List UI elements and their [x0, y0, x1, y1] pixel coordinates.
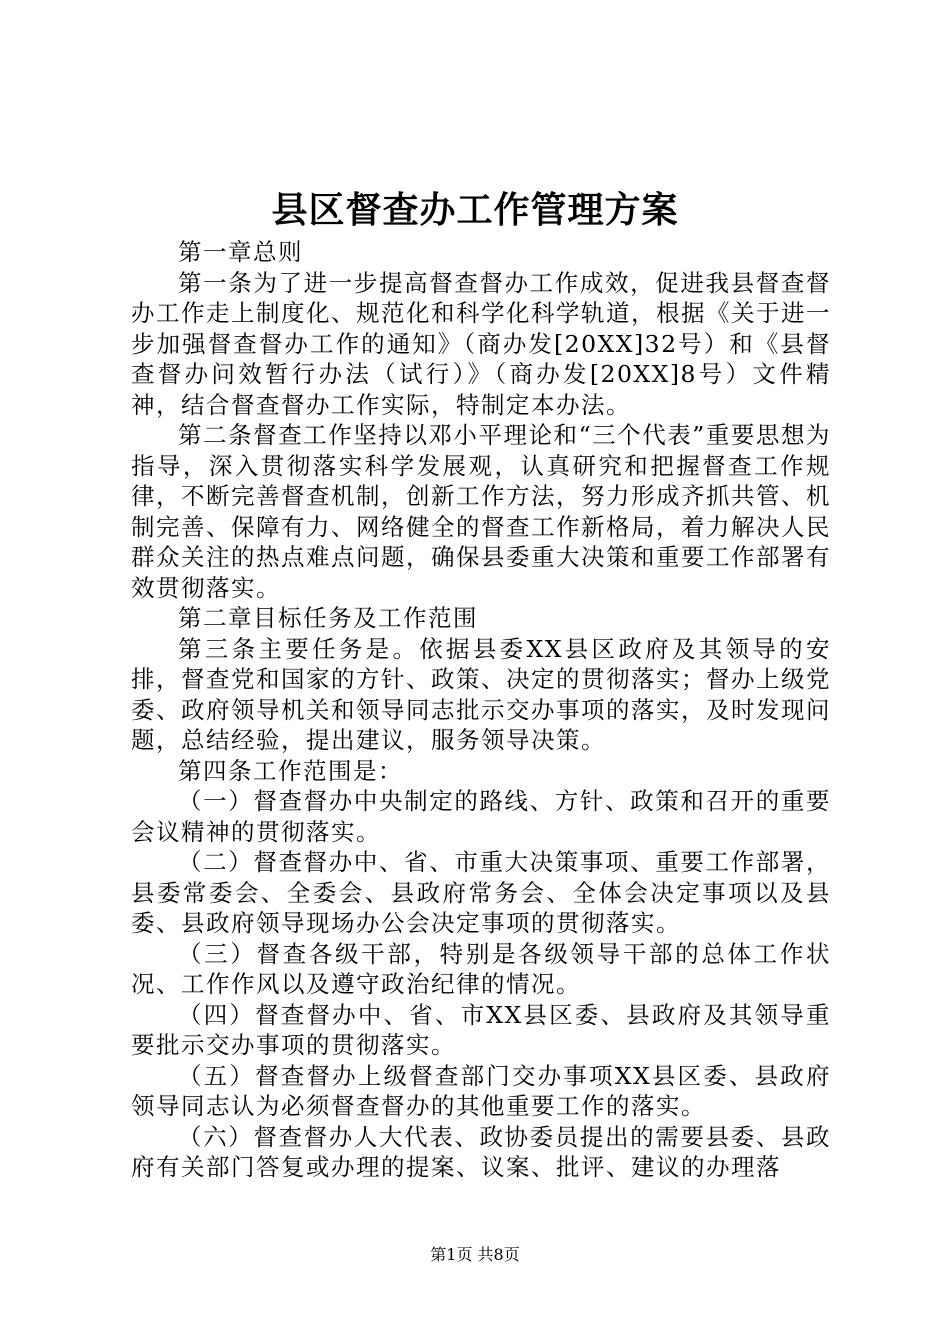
list-item: （二）督查督办中、省、市重大决策事项、重要工作部署，县委常委会、全委会、县政府常务会、全体会决定事项以及县委、县政府领导现场办公会决定事项的贯彻落实。	[131, 848, 831, 937]
paragraph: 第一条为了进一步提高督查督办工作成效，促进我县督查督办工作走上制度化、规范化和科学化科学轨道，根据《关于进一步加强督查督办工作的通知》（商办发[20XX]32号）和《县督查督办问效暂行办法（试行）》（商办发[20XX]8号）文件精神，结合督查督办工作实际，特制定本办法。	[131, 268, 831, 419]
document-body	[131, 237, 831, 1183]
document-title: 县区督查办工作管理方案	[271, 189, 679, 231]
page-footer: 第1页 共8页	[430, 1245, 520, 1264]
list-item: （四）督查督办中、省、市XX县区委、县政府及其领导重要批示交办事项的贯彻落实。	[131, 1000, 831, 1059]
paragraph: 第四条工作范围是：	[178, 756, 403, 785]
paragraph: 第三条主要任务是。依据县委XX县区政府及其领导的安排，督查党和国家的方针、政策、决定的贯彻落实；督办上级党委、政府领导机关和领导同志批示交办事项的落实，及时发现问题，总结经验，提出建议，服务领导决策。	[131, 634, 831, 754]
list-item: （一）督查督办中央制定的路线、方针、政策和召开的重要会议精神的贯彻落实。	[131, 787, 831, 846]
list-item: （六）督查督办人大代表、政协委员提出的需要县委、县政府有关部门答复或办理的提案、议案、批评、建议的办理落	[131, 1122, 831, 1181]
paragraph: 第二条督查工作坚持以邓小平理论和“三个代表”重要思想为指导，深入贯彻落实科学发展观，认真研究和把握督查工作规律，不断完善督查机制，创新工作方法，努力形成齐抓共管、机制完善、保障有力、网络健全的督查工作新格局，着力解决人民群众关注的热点难点问题，确保县委重大决策和重要工作部署有效贯彻落实。	[131, 421, 831, 602]
chapter-heading: 第一章总则	[178, 238, 303, 266]
list-item: （五）督查督办上级督查部门交办事项XX县区委、县政府领导同志认为必须督查督办的其他重要工作的落实。	[131, 1061, 831, 1120]
chapter-heading: 第二章目标任务及工作范围	[178, 604, 478, 632]
list-item: （三）督查各级干部，特别是各级领导干部的总体工作状况、工作作风以及遵守政治纪律的情况。	[131, 939, 831, 998]
